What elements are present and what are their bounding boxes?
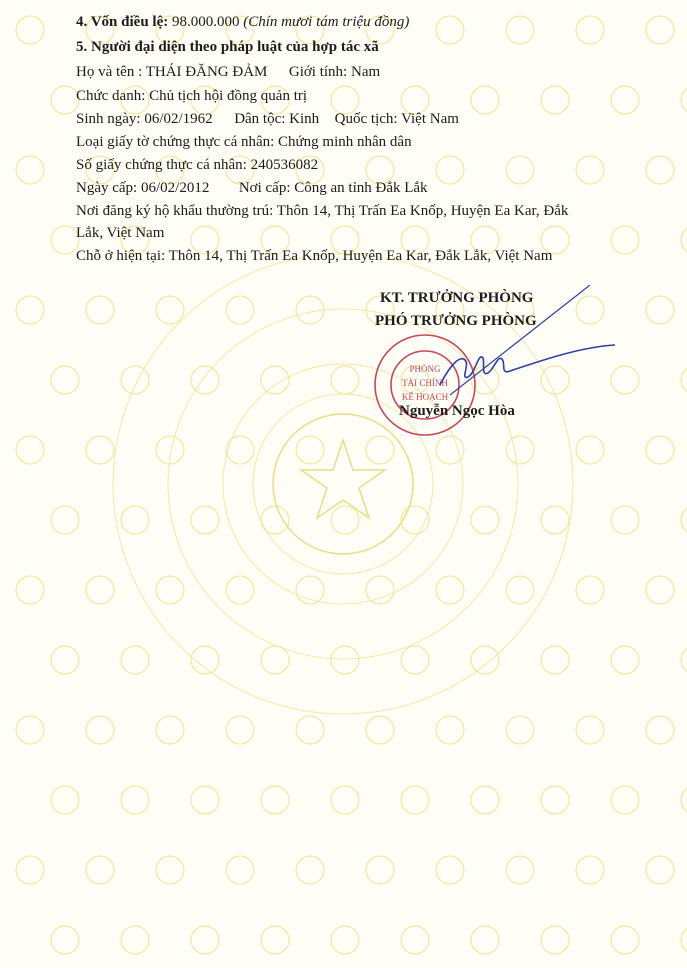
pattern-rosette (576, 576, 604, 604)
pattern-rosette (646, 436, 674, 464)
pattern-rosette (86, 436, 114, 464)
current-address-label: Chỗ ở hiện tại: (76, 248, 166, 264)
pattern-rosette (611, 646, 639, 674)
pattern-rosette (331, 366, 359, 394)
id-number-line (76, 156, 318, 174)
pattern-rosette (471, 786, 499, 814)
pattern-rosette (331, 786, 359, 814)
pattern-rosette (16, 716, 44, 744)
pattern-rosette (51, 786, 79, 814)
pattern-rosette (261, 366, 289, 394)
id-type-value: Chứng minh nhân dân (278, 134, 412, 150)
stamp-text-bot: KẾ HOẠCH (401, 392, 449, 402)
stamp-text-mid: TÀI CHÍNH (402, 378, 448, 388)
pattern-rosette (226, 296, 254, 324)
dob-label: Sinh ngày: (76, 111, 141, 127)
pattern-rosette (16, 856, 44, 884)
pattern-rosette (576, 436, 604, 464)
pattern-rosette (51, 226, 79, 254)
pattern-rosette (191, 366, 219, 394)
pattern-rosette (436, 716, 464, 744)
pattern-rosette (296, 296, 324, 324)
pattern-rosette (401, 506, 429, 534)
pattern-rosette (156, 296, 184, 324)
pattern-rosette (226, 716, 254, 744)
id-number-label: Số giấy chứng thực cá nhân: (76, 157, 247, 173)
pattern-rosette (226, 436, 254, 464)
pattern-rosette (261, 646, 289, 674)
pattern-rosette (86, 716, 114, 744)
pattern-rosette (86, 576, 114, 604)
pattern-rosette (366, 576, 394, 604)
capital-line: 4. Vốn điều lệ: 98.000.000 (Chín mươi tám triệu đồng) (76, 14, 410, 30)
pattern-rosette (261, 506, 289, 534)
pattern-rosette (436, 576, 464, 604)
name-label: Họ và tên : (76, 64, 143, 80)
pattern-rosette (681, 86, 687, 114)
representative-heading: 5. Người đại diện theo pháp luật của hợp tác xã (76, 39, 379, 55)
pattern-rosette (331, 506, 359, 534)
residence-value-1: Thôn 14, Thị Trấn Ea Knốp, Huyện Ea Kar, Đắk (276, 203, 569, 219)
residence-line (76, 202, 568, 220)
name-line (76, 63, 380, 81)
pattern-rosette (16, 296, 44, 324)
pattern-rosette (541, 786, 569, 814)
current-address-value: Thôn 14, Thị Trấn Ea Knốp, Huyện Ea Kar, Đắk Lắk, Việt Nam (168, 248, 553, 264)
pattern-rosette (646, 16, 674, 44)
pattern-rosette (681, 366, 687, 394)
gender-label: Giới tính: (288, 64, 348, 80)
pattern-rosette (471, 86, 499, 114)
pattern-rosette (506, 856, 534, 884)
pattern-rosette (156, 576, 184, 604)
pattern-rosette (191, 506, 219, 534)
residence-value-2: Lắk, Việt Nam (76, 225, 165, 241)
pattern-rosette (611, 86, 639, 114)
residence-label: Nơi đăng ký hộ khẩu thường trú: (76, 203, 274, 219)
pattern-rosette (611, 226, 639, 254)
issue-place-label: Nơi cấp: (238, 180, 291, 196)
capital-words: (Chín mươi tám triệu đồng) (243, 14, 410, 30)
nationality-value: Việt Nam (401, 111, 459, 127)
id-number-value: 240536082 (250, 157, 319, 173)
pattern-rosette (506, 576, 534, 604)
pattern-rosette (506, 436, 534, 464)
pattern-rosette (506, 716, 534, 744)
pattern-rosette (436, 856, 464, 884)
capital-value: 98.000.000 (172, 14, 240, 30)
pattern-rosette (436, 156, 464, 184)
pattern-rosette (261, 786, 289, 814)
pattern-rosette (541, 86, 569, 114)
pattern-rosette (471, 646, 499, 674)
pattern-rosette (506, 156, 534, 184)
ethnic-label: Dân tộc: (234, 111, 286, 127)
capital-heading: 4. Vốn điều lệ (76, 14, 164, 30)
pattern-rosette (401, 786, 429, 814)
pattern-rosette (366, 436, 394, 464)
pattern-rosette (541, 506, 569, 534)
pattern-rosette (156, 856, 184, 884)
pattern-rosette (646, 576, 674, 604)
dob-line (76, 110, 459, 128)
pattern-rosette (226, 856, 254, 884)
pattern-rosette (366, 716, 394, 744)
pattern-rosette (16, 16, 44, 44)
pattern-rosette (646, 296, 674, 324)
pattern-rosette (121, 506, 149, 534)
nationality-label: Quốc tịch: (334, 111, 398, 127)
pattern-rosette (366, 856, 394, 884)
pattern-rosette (576, 16, 604, 44)
pattern-rosette (611, 506, 639, 534)
issue-place-value: Công an tỉnh Đắk Lắk (294, 180, 428, 196)
pattern-rosette (611, 926, 639, 954)
pattern-rosette (471, 506, 499, 534)
pattern-rosette (296, 436, 324, 464)
handwritten-signature (420, 285, 620, 410)
pattern-rosette (681, 226, 687, 254)
pattern-rosette (261, 926, 289, 954)
signature-title-1: KT. TRƯỞNG PHÒNG (380, 290, 534, 306)
pattern-rosette (191, 786, 219, 814)
pattern-rosette (86, 296, 114, 324)
pattern-rosette (331, 926, 359, 954)
id-type-line (76, 133, 412, 151)
pattern-rosette (576, 716, 604, 744)
pattern-rosette (296, 856, 324, 884)
gender-value: Nam (350, 64, 381, 80)
pattern-rosette (646, 156, 674, 184)
signer-name: Nguyễn Ngọc Hòa (399, 403, 515, 419)
pattern-rosette (16, 576, 44, 604)
pattern-rosette (436, 436, 464, 464)
pattern-rosette (51, 926, 79, 954)
pattern-rosette (156, 716, 184, 744)
ethnic-value: Kinh (289, 111, 320, 127)
pattern-rosette (506, 16, 534, 44)
title-value: Chủ tịch hội đồng quản trị (149, 88, 308, 104)
pattern-rosette (121, 646, 149, 674)
pattern-rosette (681, 786, 687, 814)
pattern-rosette (51, 506, 79, 534)
current-address-line (76, 247, 552, 265)
issue-date-value: 06/02/2012 (140, 180, 210, 196)
pattern-rosette (541, 926, 569, 954)
pattern-rosette (471, 926, 499, 954)
stamp-text-top: PHÒNG (409, 364, 441, 374)
pattern-rosette (51, 366, 79, 394)
pattern-rosette (681, 926, 687, 954)
pattern-rosette (646, 716, 674, 744)
pattern-rosette (121, 786, 149, 814)
pattern-rosette (576, 156, 604, 184)
pattern-rosette (611, 786, 639, 814)
pattern-rosette (86, 856, 114, 884)
pattern-rosette (681, 506, 687, 534)
issue-line (76, 179, 428, 197)
dob-value: 06/02/1962 (144, 111, 213, 127)
pattern-rosette (401, 646, 429, 674)
pattern-rosette (226, 576, 254, 604)
title-label: Chức danh: (76, 88, 146, 104)
id-type-label: Loại giấy tờ chứng thực cá nhân: (76, 134, 275, 150)
pattern-rosette (401, 926, 429, 954)
pattern-rosette (681, 646, 687, 674)
title-line (76, 87, 307, 105)
pattern-rosette (16, 436, 44, 464)
name-value: THÁI ĐĂNG ĐẢM (145, 64, 268, 80)
pattern-rosette (646, 856, 674, 884)
pattern-rosette (541, 646, 569, 674)
signature-title-2: PHÓ TRƯỞNG PHÒNG (375, 313, 537, 329)
pattern-rosette (296, 716, 324, 744)
pattern-rosette (436, 16, 464, 44)
pattern-rosette (121, 366, 149, 394)
pattern-rosette (51, 86, 79, 114)
pattern-rosette (51, 646, 79, 674)
pattern-rosette (121, 926, 149, 954)
issue-date-label: Ngày cấp: (76, 180, 138, 196)
pattern-rosette (576, 856, 604, 884)
pattern-rosette (191, 926, 219, 954)
pattern-rosette (16, 156, 44, 184)
pattern-rosette (331, 646, 359, 674)
